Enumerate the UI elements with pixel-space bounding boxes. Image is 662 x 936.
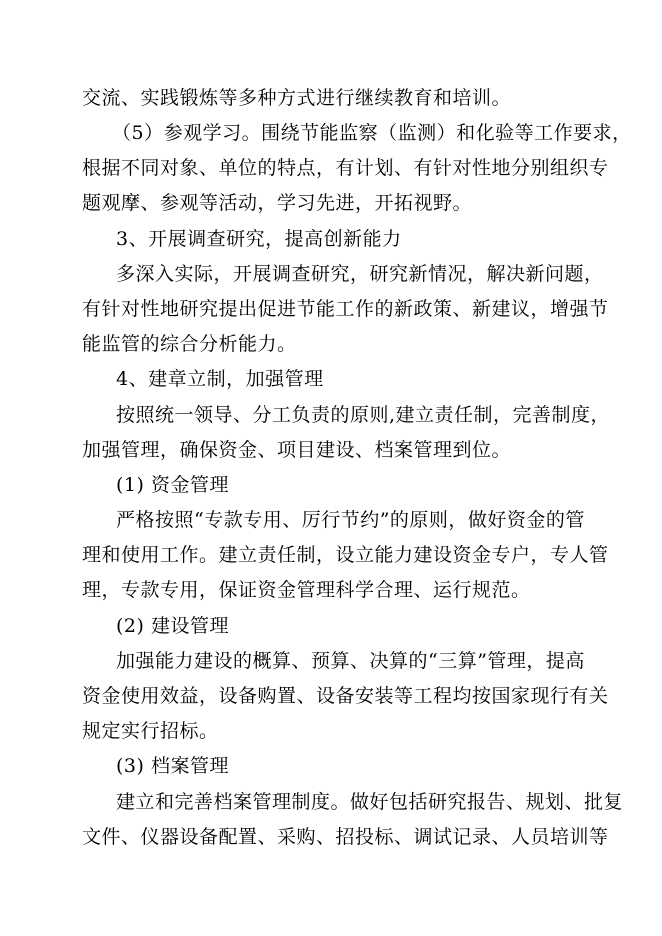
section-heading: 4、建章立制，加强管理	[116, 368, 324, 390]
paragraph-line: 理，专款专用，保证资金管理科学合理、运行规范。	[82, 579, 531, 601]
paragraph-line: 加强能力建设的概算、预算、决算的“三算”管理，提高	[116, 650, 585, 672]
subsection-heading: (2) 建设管理	[116, 615, 229, 637]
paragraph-line: 文件、仪器设备配置、采购、招投标、调试记录、人员培训等	[82, 826, 609, 848]
paragraph-line: 按照统一领导、分工负责的原则,建立责任制，完善制度，	[116, 404, 611, 426]
subsection-heading: (1) 资金管理	[116, 474, 229, 496]
paragraph-line: 严格按照“专款专用、厉行节约”的原则，做好资金的管	[116, 509, 585, 531]
paragraph-line: 题观摩、参观等活动，学习先进，开拓视野。	[82, 192, 473, 214]
subsection-heading: (3) 档案管理	[116, 755, 229, 777]
paragraph-line: 规定实行招标。	[82, 720, 219, 742]
paragraph-line: 根据不同对象、单位的特点，有计划、有针对性地分别组织专	[82, 157, 609, 179]
paragraph-line: 有针对性地研究提出促进节能工作的新政策、新建议，增强节	[82, 298, 609, 320]
paragraph-line: 建立和完善档案管理制度。做好包括研究报告、规划、批复	[116, 791, 624, 813]
paragraph-line: 加强管理，确保资金、项目建设、档案管理到位。	[82, 439, 512, 461]
paragraph-line: 多深入实际，开展调查研究，研究新情况，解决新问题，	[116, 263, 604, 285]
paragraph-line: 能监管的综合分析能力。	[82, 333, 297, 355]
paragraph-line: （5）参观学习。围绕节能监察（监测）和化验等工作要求，	[112, 122, 632, 144]
paragraph-line: 理和使用工作。建立责任制，设立能力建设资金专户，专人管	[82, 544, 609, 566]
paragraph-line: 交流、实践锻炼等多种方式进行继续教育和培训。	[82, 87, 512, 109]
section-heading: 3、开展调查研究，提高创新能力	[116, 228, 402, 250]
paragraph-line: 资金使用效益，设备购置、设备安装等工程均按国家现行有关	[82, 685, 609, 707]
